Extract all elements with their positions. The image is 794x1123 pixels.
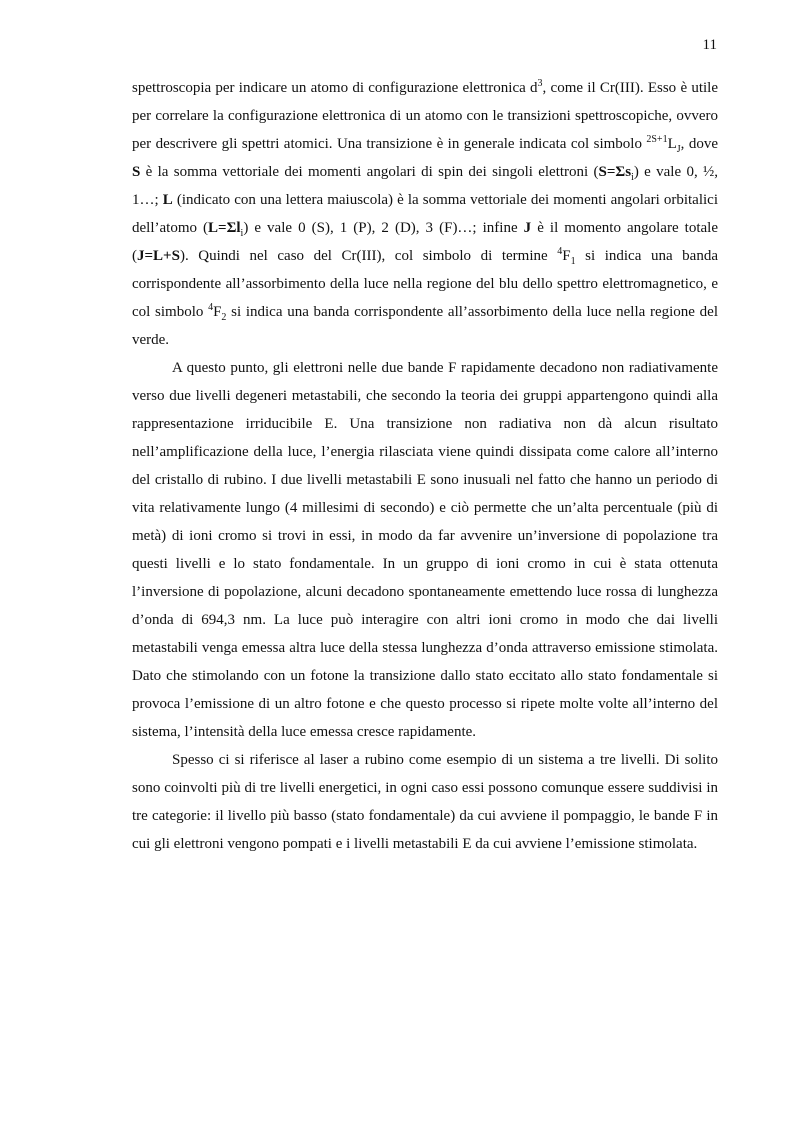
superscript: 4: [557, 246, 563, 257]
text-run: (indicato con una lettera maiuscola) è la somma vettoriale dei momenti angolari orbitalici dell’atomo (: [132, 192, 718, 236]
bold-text: S=Σs: [598, 164, 632, 180]
paragraph: [132, 74, 718, 354]
subscript: J: [676, 144, 681, 155]
text-run: F: [213, 304, 222, 320]
text-run: è la somma vettoriale dei momenti angolari di spin dei singoli elettroni (: [140, 164, 599, 180]
text-run: ). Quindi nel caso del Cr(III), col simbolo di termine: [179, 248, 558, 264]
text-run: Spesso ci si riferisce al laser a rubino come esempio di un sistema a tre livelli. Di solito sono coinvolti più di tre livelli energetici, in ogni caso essi possono comunque essere suddivisi in tre categorie: il livello più basso (stato fondamentale) da cui avviene il pompaggio, le bande F in cui gli elettroni vengono pompati e i livelli metastabili E da cui avviene l’emissione stimolata.: [132, 752, 718, 852]
text-run: , dove: [680, 136, 718, 152]
text-run: è il momento angolare totale (: [132, 220, 718, 264]
subscript: i: [240, 228, 244, 239]
text-run: , come il Cr(III). Esso è utile per correlare la configurazione elettronica di un atomo con le transizioni spettroscopiche, ovvero per descrivere gli spettri atomici. Una transizione è in generale indicata col simbolo: [132, 80, 719, 152]
paragraph: [132, 746, 718, 858]
superscript: 3: [537, 78, 543, 89]
text-run: L: [667, 136, 677, 152]
text-run: si indica una banda corrispondente all’assorbimento della luce nella regione del blu dello spettro elettromagnetico, e col simbolo: [132, 248, 718, 320]
page-number: 11: [702, 37, 717, 53]
bold-text: J=L+S: [137, 248, 180, 264]
bold-text: L=Σl: [208, 220, 241, 236]
text-run: ) e vale 0, ½, 1…;: [132, 164, 719, 208]
bold-text: S: [132, 164, 141, 180]
text-run: ) e vale 0 (S), 1 (P), 2 (D), 3 (F)…; infine: [243, 220, 524, 236]
subscript: 2: [221, 312, 227, 323]
superscript: 2S+1: [646, 134, 668, 145]
text-run: spettroscopia per indicare un atomo di configurazione elettronica d: [132, 80, 538, 96]
text-run: si indica una banda corrispondente all’assorbimento della luce nella regione del verde.: [132, 304, 718, 348]
paragraph: [132, 354, 718, 746]
subscript: i: [631, 172, 634, 183]
text-run: A questo punto, gli elettroni nelle due bande F rapidamente decadono non radiativamente verso due livelli degeneri metastabili, che secondo la teoria dei gruppi appartengono quindi alla rappresentazione irriducibile E. Una transizione non radiativa non dà alcun risultato nell’amplificazione della luce, l’energia rilasciata viene quindi dissipata come calore all’interno del cristallo di rubino. I due livelli metastabili E sono inusuali nel fatto che hanno un periodo di vita relativamente lungo (4 millesimi di secondo) e ciò permette che un’alta percentuale (più di metà) di ioni cromo si trovi in essi, in modo da far avvenire un’inversione di popolazione tra questi livelli e lo stato fondamentale. In un gruppo di ioni cromo in cui è stata ottenuta l’inversione di popolazione, alcuni decadono spontaneamente emettendo luce rossa di lunghezza d’onda di 694,3 nm. La luce può interagire con altri ioni cromo in modo che dai livelli metastabili venga emessa altra luce della stessa lunghezza d’onda attraverso emissione stimolata. Dato che stimolando con un fotone la transizione dallo stato eccitato allo stato fondamentale si provoca l’emissione di un altro fotone e che questo processo si ripete molte volte all’interno del sistema, l’intensità della luce emessa cresce rapidamente.: [132, 360, 718, 740]
body-text: [132, 74, 718, 858]
bold-text: L: [162, 192, 173, 208]
superscript: 4: [208, 302, 214, 313]
subscript: 1: [570, 256, 576, 267]
text-run: F: [562, 248, 571, 264]
bold-text: J: [523, 220, 532, 236]
